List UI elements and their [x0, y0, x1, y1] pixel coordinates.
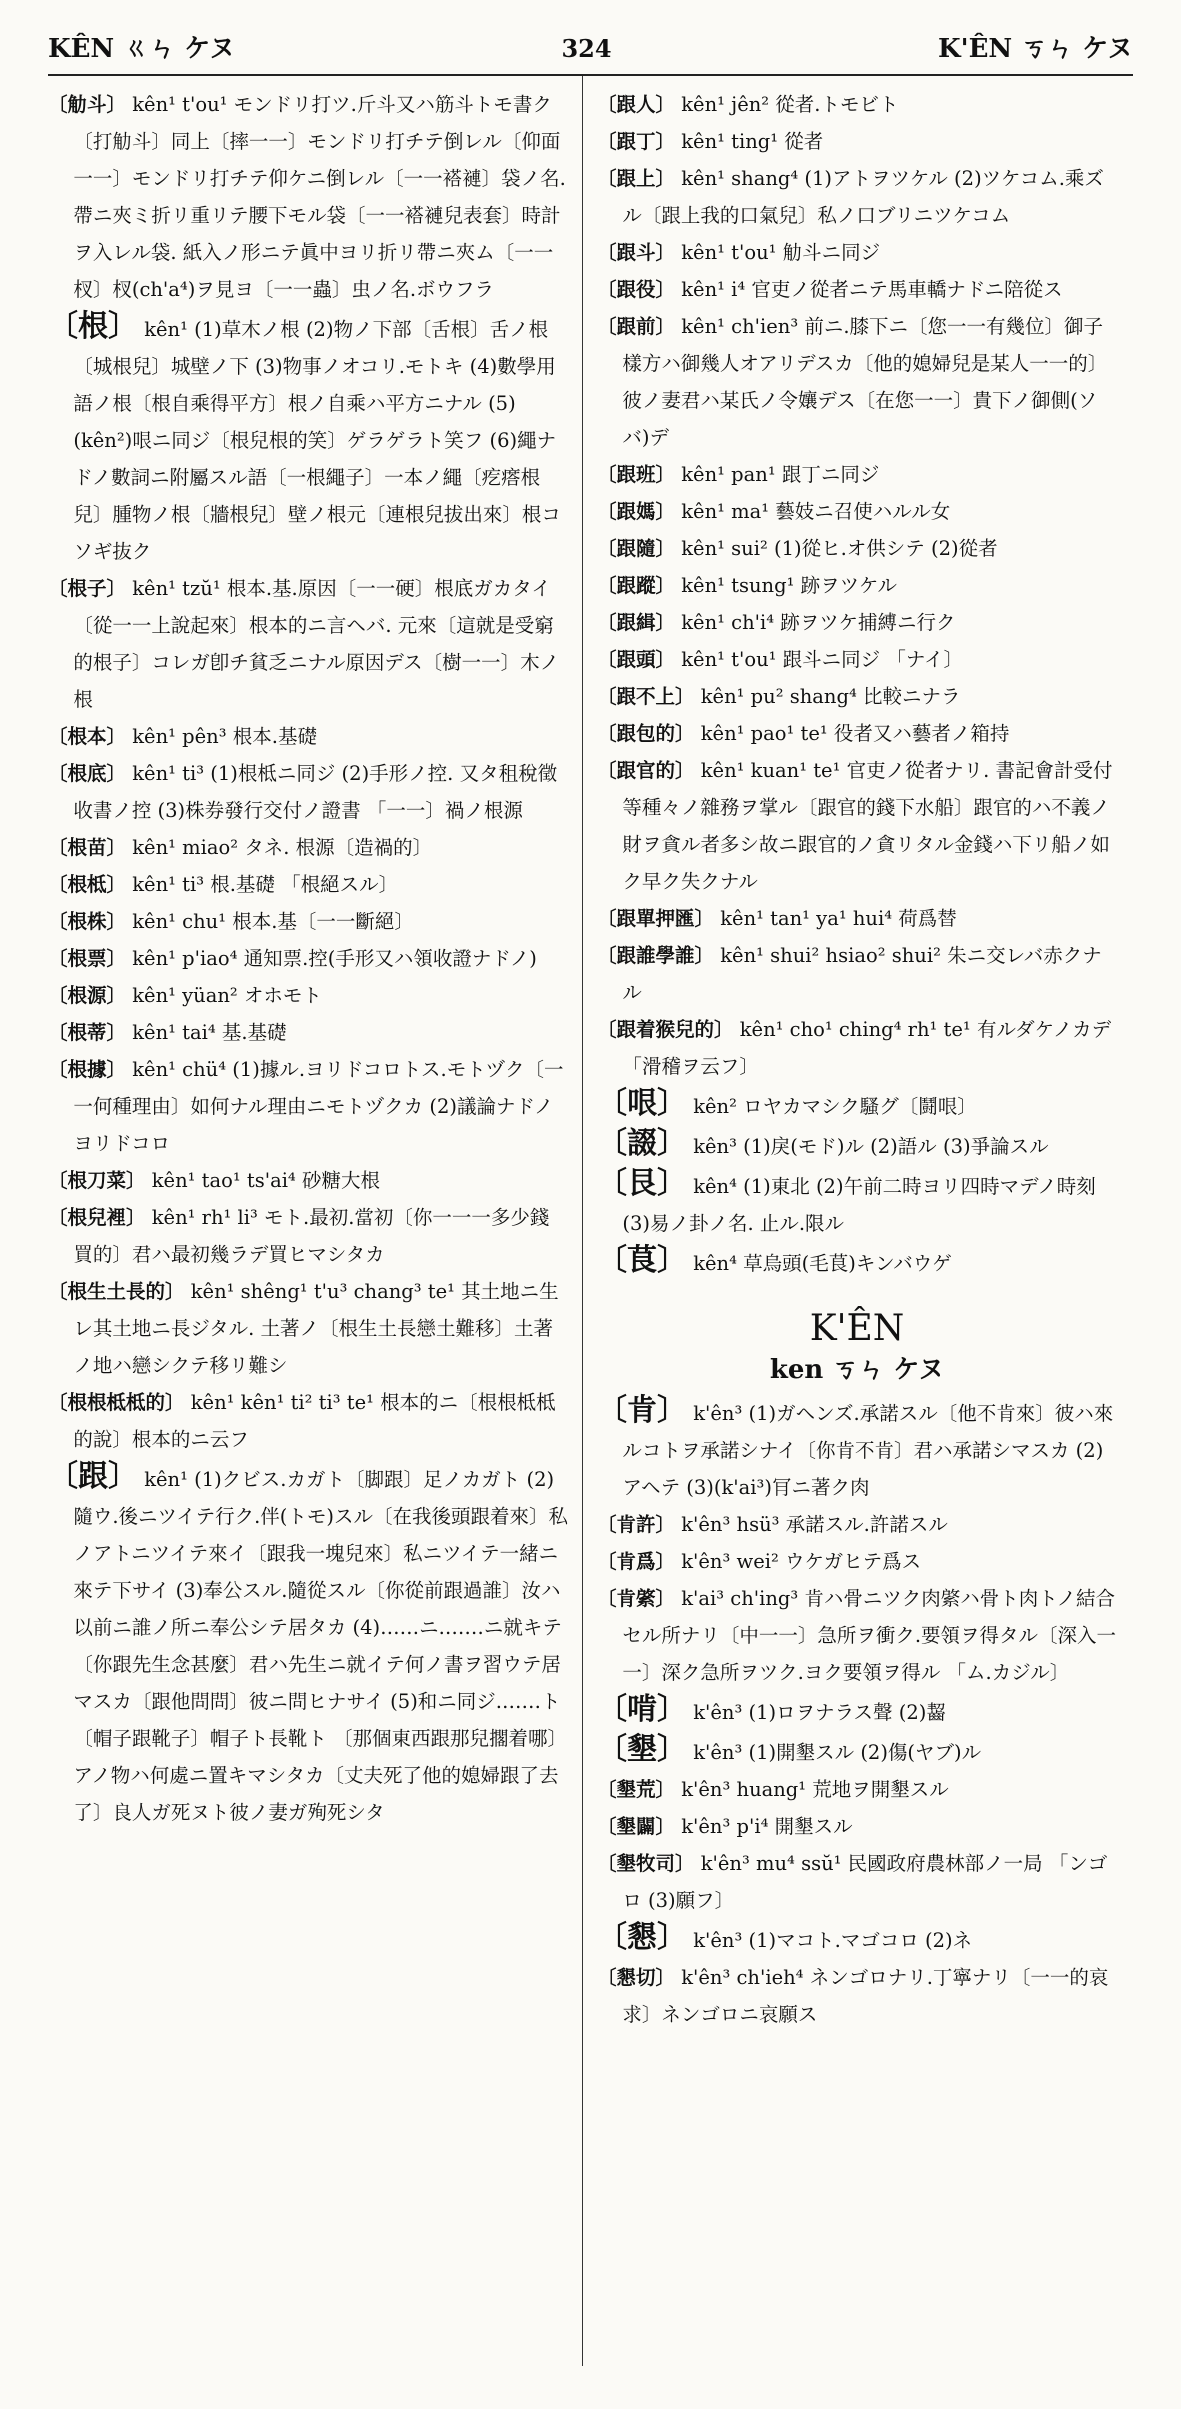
entry-definition: kên¹ ti³ 根.基礎 「根絕スル〕	[132, 873, 399, 896]
entry-headword: 〔根株〕	[48, 910, 127, 933]
entry-definition: kên¹ shang⁴ (1)アトヲツケル (2)ツケコム.乘ズル〔跟上我的口氣兒〕私ノ口ブリニツケコム	[622, 167, 1104, 227]
entry-definition: kên¹ yüan² オホモト	[132, 984, 322, 1007]
entry-definition: kên¹ tzŭ¹ 根本.基.原因〔一一硬〕根底ガカタイ〔從一一上說起來〕根本的ニ言ヘバ. 元來〔這就是受窮的根子〕コレガ卽チ貧乏ニナル原因デス〔樹一一〕木ノ根	[73, 577, 560, 711]
dictionary-entry	[597, 456, 1117, 493]
entry-definition: kên¹ chu¹ 根本.基〔一一斷絕〕	[132, 910, 414, 933]
page-number: 324	[561, 34, 612, 63]
page-header	[48, 28, 1133, 76]
entry-headword: 〔根票〕	[48, 947, 127, 970]
section-heading	[597, 1308, 1117, 1386]
entry-headword: 〔根根柢柢的〕	[48, 1391, 185, 1414]
right-column	[583, 76, 1117, 2366]
entry-definition: kên¹ (1)クビス.カガト〔脚跟〕足ノカガト (2)隨ウ.後ニツイテ行ク.伴(トモ)スル〔在我後頭跟着來〕私ノアトニツイテ來イ〔跟我一塊兒來〕私ニツイテ一緒ニ來テ下サイ (3)奉公スル.隨從スル〔你從前跟過誰〕汝ハ以前ニ誰ノ所ニ奉公シテ居タカ (4)……ニ.……ニ就キテ〔你跟先生念甚麼〕君ハ先生ニ就イテ何ノ書ヲ習ウテ居マスカ〔跟他問問〕彼ニ問ヒナサイ (5)和ニ同ジ.……ト〔帽子跟靴子〕帽子ト長靴ト 〔那個東西跟那兒擱着哪〕アノ物ハ何處ニ置キマシタカ〔丈夫死了他的媳婦跟了去了〕良人ガ死ヌト彼ノ妻ガ殉死シタ	[73, 1468, 568, 1824]
dictionary-entry	[597, 937, 1117, 1011]
entry-headword: 〔諁〕	[597, 1126, 687, 1161]
entry-headword: 〔跟上〕	[597, 167, 676, 190]
dictionary-entry	[48, 718, 568, 755]
entry-definition: kên¹ (1)草木ノ根 (2)物ノ下部〔舌根〕舌ノ根〔城根兒〕城壁ノ下 (3)物事ノオコリ.モトキ (4)數學用語ノ根〔根自乘得平方〕根ノ自乘ハ平方ニナル (5)(kên²)哏ニ同ジ〔根兒根的笑〕ゲラゲラト笑フ (6)繩ナドノ數詞ニ附屬スル語〔一根繩子〕一本ノ繩〔疙瘩根兒〕腫物ノ根〔牆根兒〕壁ノ根元〔連根兒拔出來〕根コソギ抜ク	[73, 318, 561, 563]
entry-headword: 〔肯〕	[597, 1393, 687, 1428]
dictionary-entry	[48, 570, 568, 718]
dictionary-entry	[597, 271, 1117, 308]
entry-definition: kên¹ pu² shang⁴ 比較ニナラ	[700, 685, 961, 708]
entry-headword: 〔觔斗〕	[48, 93, 127, 116]
entry-definition: kên¹ shêng¹ t'u³ chang³ te¹ 其土地ニ生レ其土地ニ長ジタル. 土著ノ〔根生土長戀土難移〕土著ノ地ハ戀シクテ移リ難シ	[73, 1280, 559, 1377]
entry-definition: kên¹ t'ou¹ モンドリ打ツ.斤斗又ハ筋斗トモ書ク〔打觔斗〕同上〔摔一一〕モンドリ打チテ倒レル〔仰面一一〕モンドリ打チテ仰ケニ倒レル〔一一褡褳〕袋ノ名.帶ニ夾ミ折リ重リテ腰下モル袋〔一一褡褳兒表套〕時計ヲ入レル袋. 紙入ノ形ニテ眞中ヨリ折リ帶ニ夾ム〔一一杈〕杈(ch'a⁴)ヲ見ヨ〔一一蟲〕虫ノ名.ボウフラ	[73, 93, 566, 301]
dictionary-entry	[48, 86, 568, 308]
entry-headword: 〔跟誰學誰〕	[597, 944, 715, 967]
entry-definition: kên¹ ti³ (1)根柢ニ同ジ (2)手形ノ控. 又タ租稅徵收書ノ控 (3)株券發行交付ノ證書 「一一〕禍ノ根源	[73, 762, 558, 822]
entry-headword: 〔艮〕	[597, 1166, 687, 1201]
entry-definition: k'ên³ hsü³ 承諾スル.許諾スル	[681, 1513, 948, 1536]
entry-definition: kên¹ pan¹ 跟丁ニ同ジ	[681, 463, 880, 486]
entry-definition: k'ên³ mu⁴ ssŭ¹ 民國政府農林部ノ一局 「ンゴロ (3)願フ〕	[622, 1852, 1108, 1912]
dictionary-entry	[597, 86, 1117, 123]
header-left: KÊN ㄍㄣ ケヌ	[48, 34, 235, 64]
dictionary-entry	[597, 678, 1117, 715]
dictionary-entry	[597, 1691, 1117, 1731]
entry-definition: kên¹ tsung¹ 跡ヲツケル	[681, 574, 897, 597]
entry-headword: 〔跟頭〕	[597, 648, 676, 671]
entry-headword: 〔根兒裡〕	[48, 1206, 146, 1229]
entry-definition: kên¹ ma¹ 藝妓ニ召使ハルル女	[681, 500, 951, 523]
entry-headword: 〔懇〕	[597, 1920, 687, 1955]
dictionary-entry	[48, 903, 568, 940]
dictionary-entry	[48, 866, 568, 903]
entry-headword: 〔跟包的〕	[597, 722, 695, 745]
entry-headword: 〔跟班〕	[597, 463, 676, 486]
entry-headword: 〔根子〕	[48, 577, 127, 600]
entry-definition: kên¹ i⁴ 官吏ノ從者ニテ馬車轎ナドニ陪從ス	[681, 278, 1063, 301]
dictionary-entry	[597, 493, 1117, 530]
section-title: K'ÊN	[809, 1308, 905, 1349]
entry-definition: kên¹ ch'i⁴ 跡ヲツケ捕縛ニ行ク	[681, 611, 956, 634]
entry-definition: k'ên³ p'i⁴ 開墾スル	[681, 1815, 853, 1838]
left-column	[48, 76, 583, 2366]
dictionary-entry	[597, 715, 1117, 752]
dictionary-entry	[597, 641, 1117, 678]
dictionary-entry	[597, 900, 1117, 937]
entry-headword: 〔啃〕	[597, 1692, 687, 1727]
entry-definition: k'ên³ ch'ieh⁴ ネンゴロナリ.丁寧ナリ〔一一的哀求〕ネンゴロニ哀願ス	[622, 1966, 1109, 2026]
entry-headword: 〔跟丁〕	[597, 130, 676, 153]
entry-headword: 〔根據〕	[48, 1058, 127, 1081]
dictionary-entry	[48, 1273, 568, 1384]
dictionary-entry	[48, 1162, 568, 1199]
entry-definition: kên² ロヤカマシク騷グ〔鬪哏〕	[693, 1095, 977, 1118]
entry-headword: 〔跟斗〕	[597, 241, 676, 264]
entry-headword: 〔肯綮〕	[597, 1587, 676, 1610]
entry-definition: kên¹ ch'ien³ 前ニ.膝下ニ〔您一一有幾位〕御子樣方ハ御幾人オアリデスカ〔他的媳婦兒是某人一一的〕彼ノ妻君ハ某氏ノ令孃デス〔在您一一〕貴下ノ御側(ソバ)デ	[622, 315, 1108, 449]
dictionary-entry	[597, 1543, 1117, 1580]
entry-definition: kên¹ rh¹ li³ モト.最初.當初〔你一一一多少錢買的〕君ハ最初幾ラデ買ヒマシタカ	[73, 1206, 550, 1266]
entry-headword: 〔跟〕	[48, 1459, 138, 1494]
entry-definition: k'ên³ (1)マコト.マゴコロ (2)ネ	[693, 1929, 973, 1952]
entry-headword: 〔跟緝〕	[597, 611, 676, 634]
dictionary-entry	[597, 1085, 1117, 1125]
dictionary-entry	[597, 1845, 1117, 1919]
entry-headword: 〔墾〕	[597, 1732, 687, 1767]
entry-headword: 〔跟媽〕	[597, 500, 676, 523]
dictionary-entry	[48, 1014, 568, 1051]
entry-headword: 〔跟着猴兒的〕	[597, 1018, 734, 1041]
entry-definition: kên¹ tai⁴ 基.基礎	[132, 1021, 287, 1044]
dictionary-entry	[597, 1011, 1117, 1085]
entry-definition: kên¹ tao¹ ts'ai⁴ 砂糖大根	[151, 1169, 380, 1192]
entry-headword: 〔跟前〕	[597, 315, 676, 338]
dictionary-entry	[597, 308, 1117, 456]
dictionary-entry	[48, 1458, 568, 1831]
header-right: K'ÊN ㄎㄣ ケヌ	[938, 34, 1133, 64]
entry-headword: 〔根柢〕	[48, 873, 127, 896]
entry-headword: 〔茛〕	[597, 1243, 687, 1278]
columns	[48, 76, 1133, 2366]
entry-definition: kên¹ jên² 從者.トモビト	[681, 93, 899, 116]
dictionary-entry	[597, 1771, 1117, 1808]
entry-definition: k'ai³ ch'ing³ 肯ハ骨ニツク肉綮ハ骨ト肉トノ結合セル所ナリ〔中一一〕急所ヲ衝ク.要領ヲ得タル〔深入一一〕深ク急所ヲツク.ヨク要領ヲ得ル 「ム.カジル〕	[622, 1587, 1117, 1684]
dictionary-entry	[597, 567, 1117, 604]
dictionary-entry	[597, 1506, 1117, 1543]
entry-definition: k'ên³ wei² ウケガヒテ爲ス	[681, 1550, 922, 1573]
entry-definition: k'ên³ (1)ガヘンズ.承諾スル〔他不肯來〕彼ハ來ルコトヲ承諾シナイ〔你肯不肯〕君ハ承諾シマスカ (2)アヘテ (3)(k'ai³)肎ニ著ク肉	[622, 1402, 1114, 1499]
entry-definition: kên¹ pao¹ te¹ 役者又ハ藝者ノ箱持	[700, 722, 1010, 745]
entry-definition: k'ên³ huang¹ 荒地ヲ開墾スル	[681, 1778, 949, 1801]
dictionary-entry	[597, 604, 1117, 641]
entry-headword: 〔哏〕	[597, 1086, 687, 1121]
dictionary-entry	[597, 1731, 1117, 1771]
entry-headword: 〔根生土長的〕	[48, 1280, 185, 1303]
entry-headword: 〔墾荒〕	[597, 1778, 676, 1801]
entry-definition: kên¹ chü⁴ (1)據ル.ヨリドコロトス.モトヅク〔一一何種理由〕如何ナル理由ニモトヅクカ (2)議論ナドノヨリドコロ	[73, 1058, 564, 1155]
dictionary-entry	[597, 1125, 1117, 1165]
dictionary-entry	[597, 234, 1117, 271]
entry-headword: 〔根蒂〕	[48, 1021, 127, 1044]
entry-definition: kên¹ tan¹ ya¹ hui⁴ 荷爲替	[720, 907, 957, 930]
entry-definition: kên¹ p'iao⁴ 通知票.控(手形又ハ領收證ナドノ)	[132, 947, 537, 970]
entry-headword: 〔根本〕	[48, 725, 127, 748]
entry-definition: k'ên³ (1)ロヲナラス聲 (2)齧	[693, 1701, 946, 1724]
entry-definition: kên⁴ (1)東北 (2)午前二時ヨリ四時マデノ時刻 (3)易ノ卦ノ名. 止ル.限ル	[622, 1175, 1096, 1235]
dictionary-entry	[597, 1165, 1117, 1242]
dictionary-entry	[48, 1199, 568, 1273]
entry-definition: kên¹ cho¹ ching⁴ rh¹ te¹ 有ルダケノカデ 「滑稽ヲ云フ〕	[622, 1018, 1112, 1078]
entry-headword: 〔墾牧司〕	[597, 1852, 695, 1875]
entry-headword: 〔肯許〕	[597, 1513, 676, 1536]
entry-headword: 〔跟不上〕	[597, 685, 695, 708]
dictionary-entry	[48, 1051, 568, 1162]
entry-definition: kên⁴ 草烏頭(毛茛)キンバウゲ	[693, 1252, 952, 1275]
dictionary-entry	[597, 1959, 1117, 2033]
dictionary-entry	[597, 752, 1117, 900]
entry-headword: 〔懇切〕	[597, 1966, 676, 1989]
entry-headword: 〔根底〕	[48, 762, 127, 785]
dictionary-entry	[597, 1242, 1117, 1282]
entry-definition: kên¹ pên³ 根本.基礎	[132, 725, 317, 748]
entry-definition: kên¹ miao² タネ. 根源〔造禍的〕	[132, 836, 433, 859]
dictionary-entry	[48, 940, 568, 977]
entry-definition: kên¹ sui² (1)從ヒ.オ供シテ (2)從者	[681, 537, 998, 560]
dictionary-entry	[48, 829, 568, 866]
dictionary-entry	[597, 1919, 1117, 1959]
entry-definition: kên¹ kuan¹ te¹ 官吏ノ從者ナリ. 書記會計受付等種々ノ雜務ヲ掌ル〔跟官的錢下水船〕跟官的ハ不義ノ財ヲ貪ル者多シ故ニ跟官的ノ貪リタル金錢ハ下リ船ノ如ク早ク失クナル	[622, 759, 1113, 893]
entry-headword: 〔墾闢〕	[597, 1815, 676, 1838]
dictionary-entry	[48, 308, 568, 570]
entry-definition: kên¹ shui² hsiao² shui² 朱ニ交レバ赤クナル	[622, 944, 1102, 1004]
entry-definition: kên¹ t'ou¹ 跟斗ニ同ジ 「ナイ〕	[681, 648, 963, 671]
entry-definition: kên¹ kên¹ ti² ti³ te¹ 根本的ニ〔根根柢柢的說〕根本的ニ云フ	[73, 1391, 556, 1451]
dictionary-entry	[597, 160, 1117, 234]
dictionary-entry	[597, 1392, 1117, 1506]
dictionary-entry	[597, 530, 1117, 567]
entry-definition: kên³ (1)戾(モド)ル (2)語ル (3)爭論スル	[693, 1135, 1049, 1158]
entry-headword: 〔跟官的〕	[597, 759, 695, 782]
entry-headword: 〔跟單押匯〕	[597, 907, 715, 930]
section-subtitle: ken ㄎㄣ ケヌ	[769, 1355, 945, 1385]
entry-headword: 〔肯爲〕	[597, 1550, 676, 1573]
entry-headword: 〔跟隨〕	[597, 537, 676, 560]
entry-headword: 〔根苗〕	[48, 836, 127, 859]
entry-definition: k'ên³ (1)開墾スル (2)傷(ヤブ)ル	[693, 1741, 982, 1764]
entry-headword: 〔跟役〕	[597, 278, 676, 301]
dictionary-entry	[48, 977, 568, 1014]
dictionary-entry	[48, 755, 568, 829]
entry-headword: 〔根〕	[48, 309, 138, 344]
entry-headword: 〔根刀菜〕	[48, 1169, 146, 1192]
dictionary-entry	[597, 1580, 1117, 1691]
entry-definition: kên¹ ting¹ 從者	[681, 130, 824, 153]
entry-headword: 〔根源〕	[48, 984, 127, 1007]
dictionary-entry	[597, 123, 1117, 160]
dictionary-entry	[48, 1384, 568, 1458]
entry-headword: 〔跟人〕	[597, 93, 676, 116]
entry-headword: 〔跟蹤〕	[597, 574, 676, 597]
dictionary-entry	[597, 1808, 1117, 1845]
entry-definition: kên¹ t'ou¹ 觔斗ニ同ジ	[681, 241, 881, 264]
